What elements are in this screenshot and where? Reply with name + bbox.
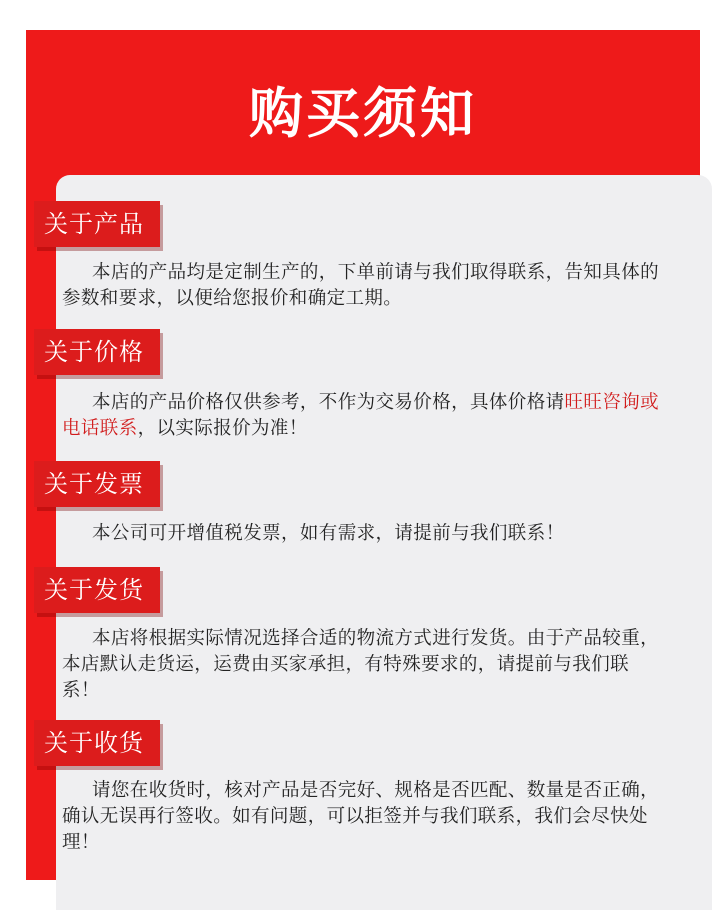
section-text-product: 本店的产品均是定制生产的，下单前请与我们取得联系，告知具体的参数和要求，以便给您报价和确定工期。 — [62, 262, 660, 309]
section-text-receiving: 请您在收货时，核对产品是否完好、规格是否匹配、数量是否正确，确认无误再行签收。如有问题，可以拒签并与我们联系，我们会尽快处理！ — [62, 780, 660, 853]
section-text-price — [62, 390, 662, 442]
price-text-part: 本店的产品价格仅供参考，不作为交易价格，具体价格请 — [92, 392, 565, 413]
poster-title: 购买须知 — [249, 82, 477, 145]
section-heading-product: 关于产品 — [34, 201, 160, 247]
section-heading-receiving: 关于收货 — [34, 720, 160, 766]
contact-highlight: 旺旺咨询或电话联系 — [62, 392, 660, 439]
section-text-invoice: 本公司可开增值税发票，如有需求，请提前与我们联系！ — [92, 523, 565, 544]
price-text-part: ，以实际报价为准！ — [137, 418, 308, 439]
section-heading-invoice: 关于发票 — [34, 461, 160, 507]
section-text-shipping: 本店将根据实际情况选择合适的物流方式进行发货。由于产品较重，本店默认走货运，运费由买家承担，有特殊要求的，请提前与我们联系！ — [62, 628, 660, 701]
section-heading-shipping: 关于发货 — [34, 567, 160, 613]
section-heading-price: 关于价格 — [34, 329, 160, 375]
